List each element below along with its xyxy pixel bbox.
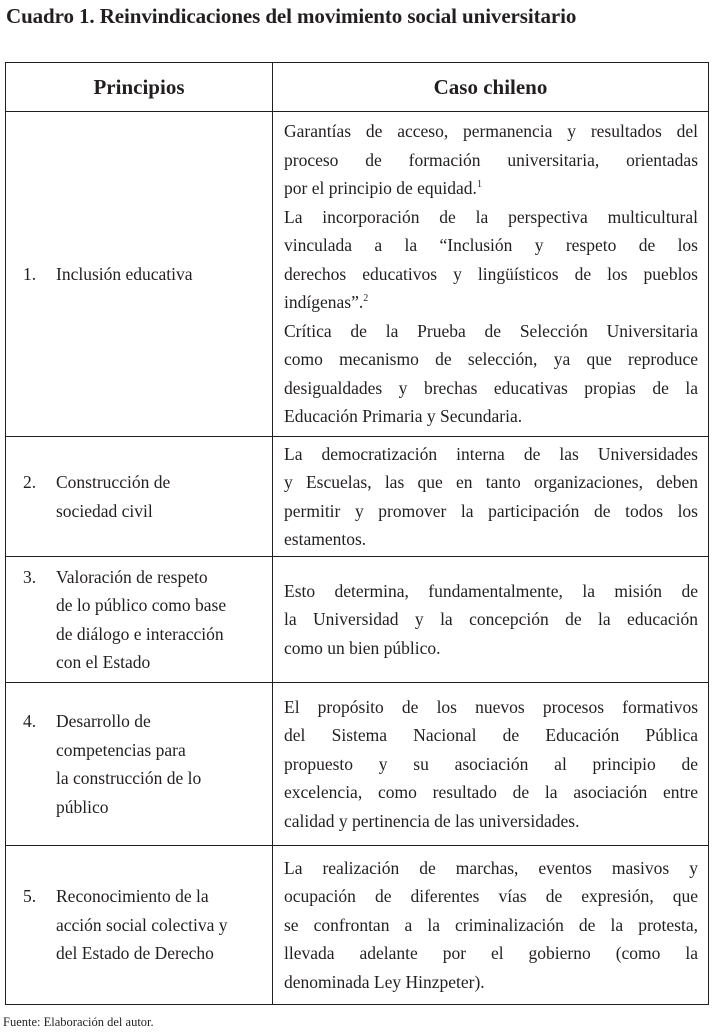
principle-number: 5. — [23, 886, 37, 907]
principle-line: de lo público como base — [56, 595, 227, 615]
principle-cell — [6, 846, 273, 1005]
principle — [6, 468, 272, 525]
case-line-text: llevada adelante por el gobierno (como la — [284, 943, 698, 964]
case-line — [284, 440, 698, 469]
principle-line: la construcción de lo — [56, 768, 202, 788]
footnote-ref: 1 — [476, 179, 482, 191]
principle — [6, 260, 272, 289]
case-line-text: proceso de formación universitaria, orientadas — [284, 149, 698, 170]
case-line — [284, 288, 698, 317]
case-paragraph — [284, 440, 698, 554]
case-text — [273, 440, 708, 554]
source-note: Fuente: Elaboración del autor. — [3, 1015, 154, 1029]
case-line — [284, 468, 698, 497]
case-line — [284, 146, 698, 175]
header-caso-chileno: Caso chileno — [273, 63, 709, 112]
case-line-text: se confrontan a la criminalización de la protesta, — [284, 914, 698, 935]
case-line — [284, 721, 698, 750]
case-line-text: como un bien público. — [284, 637, 441, 658]
principle-line: acción social colectiva y — [56, 914, 228, 935]
principle-line: competencias para — [56, 739, 186, 760]
case-paragraph — [284, 577, 698, 663]
case-line — [284, 750, 698, 779]
case-line-text: La democratización interna de las Universidades — [284, 443, 698, 464]
principle — [6, 707, 272, 821]
case-cell — [273, 437, 709, 557]
claims-table — [5, 62, 709, 1005]
case-cell — [273, 846, 709, 1005]
principle-line: de diálogo e interacción — [56, 623, 224, 644]
principle-line: sociedad civil — [56, 500, 153, 521]
principle-line: Reconocimiento de la — [56, 886, 209, 907]
case-line-text: calidad y pertinencia de las universidades. — [284, 810, 580, 831]
principle — [6, 563, 272, 677]
case-line — [284, 939, 698, 968]
case-line-text: denominada Ley Hinzpeter). — [284, 971, 485, 992]
case-line-text: Crítica de la Prueba de Selección Universitaria — [284, 320, 698, 341]
case-paragraph — [284, 117, 698, 203]
principle-line: con el Estado — [56, 652, 151, 672]
case-line — [284, 778, 698, 807]
case-line — [284, 497, 698, 526]
case-line — [284, 525, 698, 554]
case-line-text: propuesto y su asociación al principio de — [284, 753, 698, 774]
principle-line: público — [56, 796, 109, 817]
case-line — [284, 317, 698, 346]
case-paragraph — [284, 203, 698, 317]
principle-line: Construcción de — [56, 472, 171, 492]
principle-cell — [6, 557, 273, 683]
table-row — [6, 846, 709, 1005]
case-line — [284, 693, 698, 722]
case-line — [284, 231, 698, 260]
case-line — [284, 605, 698, 634]
footnote-ref: 2 — [363, 293, 369, 305]
case-line — [284, 402, 698, 431]
principle-number: 1. — [23, 263, 37, 284]
case-line-text: Esto determina, fundamentalmente, la misión de — [284, 580, 698, 601]
case-line-text: derechos educativos y lingüísticos de los pueblos — [284, 263, 698, 284]
principle-cell — [6, 437, 273, 557]
case-line-text: La incorporación de la perspectiva multicultural — [284, 206, 698, 227]
table-row — [6, 112, 709, 437]
case-line-text: El propósito de los nuevos procesos formativos — [284, 696, 698, 717]
case-line-text: ocupación de diferentes vías de expresión, que — [284, 886, 698, 907]
case-line — [284, 634, 698, 663]
case-text — [273, 117, 708, 431]
principle-number: 2. — [23, 472, 37, 492]
case-line-text: y Escuelas, las que en tanto organizaciones, deben — [284, 472, 698, 492]
case-line-text: excelencia, como resultado de la asociación entre — [284, 782, 698, 803]
case-line — [284, 911, 698, 940]
case-line — [284, 345, 698, 374]
table-row — [6, 683, 709, 846]
case-line — [284, 882, 698, 911]
case-text — [273, 693, 708, 836]
case-line — [284, 854, 698, 883]
case-line — [284, 117, 698, 146]
case-line — [284, 203, 698, 232]
principle-line: Inclusión educativa — [56, 263, 193, 284]
case-line — [284, 577, 698, 606]
case-cell — [273, 112, 709, 437]
principle-number: 3. — [23, 566, 37, 587]
case-line-text: permitir y promover la participación de todos los — [284, 500, 698, 521]
principle-number: 4. — [23, 711, 37, 731]
case-text — [273, 577, 708, 663]
case-line-text: indígenas”. — [284, 292, 364, 313]
case-paragraph — [284, 317, 698, 431]
table-row — [6, 437, 709, 557]
case-paragraph — [284, 693, 698, 836]
principle-cell — [6, 112, 273, 437]
case-line-text: desigualdades y brechas educativas propias de la — [284, 377, 698, 398]
principle-line: Desarrollo de — [56, 711, 151, 731]
case-line-text: estamentos. — [284, 529, 367, 549]
case-cell — [273, 557, 709, 683]
case-line — [284, 260, 698, 289]
principle-cell — [6, 683, 273, 846]
case-line-text: Educación Primaria y Secundaria. — [284, 406, 523, 427]
case-line — [284, 174, 698, 203]
case-line-text: la Universidad y la concepción de la educación — [284, 609, 698, 630]
case-line — [284, 374, 698, 403]
case-line-text: por el principio de equidad. — [284, 178, 477, 199]
case-line-text: La realización de marchas, eventos masivos y — [284, 857, 698, 878]
header-principios: Principios — [6, 63, 273, 112]
case-line — [284, 807, 698, 836]
case-line-text: como mecanismo de selección, ya que reproduce — [284, 349, 698, 370]
case-line-text: del Sistema Nacional de Educación Pública — [284, 725, 698, 746]
case-paragraph — [284, 854, 698, 997]
table-title: Cuadro 1. Reinvindicaciones del movimiento social universitario — [6, 4, 577, 28]
case-text — [273, 854, 708, 997]
case-cell — [273, 683, 709, 846]
table-row — [6, 557, 709, 683]
principle — [6, 882, 272, 968]
case-line-text: Garantías de acceso, permanencia y resultados del — [284, 121, 698, 142]
case-line — [284, 968, 698, 997]
case-line-text: vinculada a la “Inclusión y respeto de los — [284, 235, 698, 256]
table-header-row — [6, 63, 709, 112]
principle-line: Valoración de respeto — [56, 566, 208, 587]
principle-line: del Estado de Derecho — [56, 943, 214, 964]
